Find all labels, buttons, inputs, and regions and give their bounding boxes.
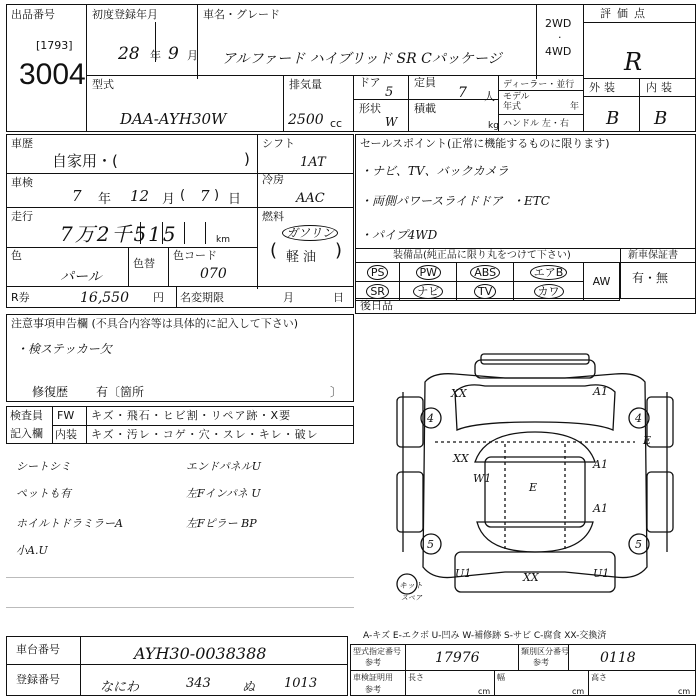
equip-abs: ABS <box>470 265 500 280</box>
lot-code: [1793] <box>36 39 73 52</box>
inspection-open: ( <box>180 188 186 203</box>
height-unit: cm <box>678 687 691 696</box>
recycle-value: 16,550 <box>80 290 129 306</box>
equip-airbag: エアB <box>530 265 568 280</box>
width-unit: cm <box>572 687 585 696</box>
disp-value: 2500 <box>288 112 324 128</box>
mark-roof: E <box>529 481 538 494</box>
type-value: DAA-AYH30W <box>120 110 227 128</box>
rear-goods-label: 後日品 <box>360 299 393 312</box>
length-unit: cm <box>478 687 491 696</box>
doors-value: 5 <box>385 85 394 100</box>
selling-point-1: ・ナビ、TV、バックカメラ <box>360 164 509 178</box>
fw-label: FW <box>57 409 75 422</box>
plate-area: なにわ <box>100 680 140 695</box>
selling-point-4-text: パイプ4WD <box>372 228 438 242</box>
shift-label: シフト <box>262 137 295 150</box>
dealer-label: ディーラー・並行 <box>503 80 575 90</box>
fuel-diesel: 軽油 <box>286 250 321 265</box>
car-diagram <box>395 352 675 602</box>
interior-label: 内装 <box>55 428 77 441</box>
history-label: 車歴 <box>11 137 33 150</box>
year-char: 年 <box>150 49 161 62</box>
inspector-note-7: 左Fピラー BP <box>186 517 257 530</box>
equip-navi: ナビ <box>413 284 443 299</box>
load-label: 積載 <box>414 102 436 115</box>
ref-1: 参考 <box>365 658 381 667</box>
drive-dot: · <box>558 31 562 44</box>
history-close: ) <box>244 150 250 168</box>
disp-label: 排気量 <box>289 78 322 91</box>
color-label: 色 <box>11 249 22 262</box>
fuel-paren-open: ( <box>270 240 278 261</box>
notes-label: 注意事項申告欄 (不具合内容等は具体的に記入して下さい) <box>11 317 299 330</box>
width-label: 幅 <box>497 673 505 682</box>
equip-aw: AW <box>584 263 620 301</box>
inspection-d: 日 <box>228 192 242 207</box>
mileage-label: 走行 <box>11 210 33 223</box>
color-value: パール <box>60 269 102 285</box>
inspection-m: 月 <box>162 192 176 207</box>
model-year-label: モデル年式 <box>503 92 530 112</box>
int-label: 内装 <box>646 81 676 94</box>
shape-label: 形状 <box>359 102 381 115</box>
warranty-value: 有・無 <box>632 271 669 285</box>
year-unit: 年 <box>570 102 580 112</box>
inspector-label-2: 記入欄 <box>10 427 43 440</box>
inspection-close: ) <box>214 188 220 203</box>
inspector-note-5: エンドパネルU <box>186 460 262 473</box>
ref-2: 参考 <box>533 658 549 667</box>
mark-front-left: XX <box>451 387 467 400</box>
drive-2wd: 2WD <box>545 17 572 30</box>
selling-point-1-text: ナビ、TV、バックカメラ <box>372 164 509 178</box>
color-code-label: 色コード <box>173 249 217 262</box>
ac-value: AAC <box>296 191 325 206</box>
kit-label: キット <box>399 581 423 590</box>
mark-door-rr: A1 <box>593 502 608 515</box>
chassis-label: 車台番号 <box>16 643 60 656</box>
shift-value: 1AT <box>300 155 326 170</box>
mark-door-fr-e: E <box>643 434 652 447</box>
due-day: 日 <box>333 291 344 304</box>
lot-label: 出品番号 <box>11 8 55 21</box>
model-grade-label: 車名・グレード <box>203 8 280 21</box>
mark-door-fl: XX <box>453 452 469 465</box>
damage-legend: A-キズ E-エクボ U-凹み W-補修跡 S-サビ C-腐食 XX-交換済 <box>363 631 607 641</box>
inspector-note-2: ペットも有 <box>16 487 71 500</box>
height-label: 高さ <box>591 673 607 682</box>
selling-point-4: ・パイプ4WD <box>360 228 438 242</box>
score-value: R <box>624 48 643 76</box>
equip-sr: SR <box>366 284 389 299</box>
capacity-value: 7 <box>458 85 467 101</box>
color-change-label: 色替 <box>133 257 155 270</box>
plate-class: 343 <box>186 676 211 691</box>
equip-pw: PW <box>416 265 442 280</box>
ac-label: 冷房 <box>262 173 284 186</box>
inspection-y: 年 <box>98 192 112 207</box>
due-month: 月 <box>283 291 294 304</box>
mark-wheel-rr: 5 <box>635 538 642 551</box>
shape-value: W <box>385 115 398 129</box>
lot-number: 3004 <box>19 58 86 91</box>
warranty-label: 新車保証書 <box>628 250 678 261</box>
notes-line: ・検ステッカー欠 <box>16 342 112 356</box>
reg-month: 9 <box>168 44 179 64</box>
kit-sub: スペア <box>401 594 422 602</box>
selling-point-3: ・ETC <box>512 194 550 208</box>
mileage-value: 7万2千515 <box>60 222 178 246</box>
equip-tv: TV <box>474 284 496 299</box>
selling-point-3-text: ETC <box>524 194 550 208</box>
chassis-value: AYH30-0038388 <box>134 644 267 663</box>
inspector-note-4: 小A.U <box>16 544 48 557</box>
equip-leather: カワ <box>534 284 564 299</box>
fw-items: キズ・飛石・ヒビ割・リペア跡・X要 <box>91 409 292 422</box>
inspector-note-3: ホイルトドラミラーA <box>16 517 123 530</box>
plate-number: 1013 <box>284 676 318 691</box>
mark-front-right: A1 <box>593 385 608 398</box>
reg-year: 28 <box>118 44 140 64</box>
inspection-label: 車検 <box>11 176 33 189</box>
due-label: 名変期限 <box>180 291 224 304</box>
mileage-unit: km <box>216 235 230 245</box>
month-char: 月 <box>187 49 198 62</box>
plate-label: 登録番号 <box>16 673 60 686</box>
length-label: 長さ <box>408 673 424 682</box>
mark-door-fr: A1 <box>593 458 608 471</box>
recycle-unit: 円 <box>153 291 164 304</box>
selling-point-2: ・両側パワースライドドア <box>360 194 503 208</box>
inspection-year: 7 <box>72 187 82 205</box>
color-code: 070 <box>200 266 227 282</box>
equipment-table <box>355 262 620 301</box>
ext-label: 外装 <box>589 81 619 94</box>
fuel-label: 燃料 <box>262 210 284 223</box>
fuel-gasoline-text: ガソリン <box>282 225 338 241</box>
score-label: 評価点 <box>600 7 651 20</box>
mark-rear-right: U1 <box>593 567 610 580</box>
mark-wheel-fr: 4 <box>635 412 642 425</box>
cert-label: 型式指定番号 <box>353 647 401 656</box>
interior-items: キズ・汚レ・コゲ・穴・スレ・キレ・破レ <box>91 428 319 441</box>
selling-points-label: セールスポイント(正常に機能するものに限ります) <box>360 137 610 150</box>
load-unit: kg <box>488 121 499 131</box>
reg-year-label: 初度登録年月 <box>92 8 158 21</box>
category-label: 類別区分番号 <box>521 647 569 656</box>
repair-label: 修復歴 <box>32 385 69 399</box>
capacity-label: 定員 <box>414 76 436 89</box>
ext-grade: B <box>606 108 620 129</box>
selling-point-2-text: 両側パワースライドドア <box>372 194 503 208</box>
size-label: 車検証明用 <box>353 673 393 682</box>
category-value: 0118 <box>600 650 636 666</box>
capacity-unit: 人 <box>484 90 495 103</box>
inspector-note-6: 左Fインパネ U <box>186 487 261 500</box>
model-grade: アルファード ハイブリッド SR Cパッケージ <box>222 51 502 67</box>
plate-kana: ぬ <box>242 680 256 695</box>
drive-4wd: 4WD <box>545 45 572 58</box>
doors-label: ドア <box>359 76 381 89</box>
recycle-label: R券 <box>11 291 30 304</box>
cert-value: 17976 <box>435 650 480 666</box>
inspection-month: 12 <box>130 187 150 205</box>
type-label: 型式 <box>92 78 114 91</box>
mark-roof-left: W1 <box>473 472 492 485</box>
history-value: 自家用・( <box>52 152 118 170</box>
repair-close: 〕 <box>330 385 343 399</box>
mark-wheel-fl: 4 <box>427 412 434 425</box>
fuel-paren-close: ) <box>335 240 343 261</box>
equipment-label: 装備品(純正品に限り丸をつけて下さい) <box>393 250 571 261</box>
int-grade: B <box>654 108 668 129</box>
mark-rear: XX <box>523 571 539 584</box>
fuel-gasoline <box>282 224 338 241</box>
mark-wheel-rl: 5 <box>427 538 434 551</box>
repair-value: 有〔箇所 <box>96 385 145 399</box>
inspector-note-1: シートシミ <box>16 460 71 473</box>
inspection-day: 7 <box>200 187 210 205</box>
mark-rear-left: U1 <box>455 567 472 580</box>
header-frame <box>6 4 696 132</box>
disp-unit: cc <box>330 117 343 130</box>
inspector-label-1: 検査員 <box>10 409 43 422</box>
equip-ps: PS <box>367 265 389 280</box>
handle-label: ハンドル 左・右 <box>503 119 569 129</box>
ref-3: 参考 <box>365 685 381 694</box>
